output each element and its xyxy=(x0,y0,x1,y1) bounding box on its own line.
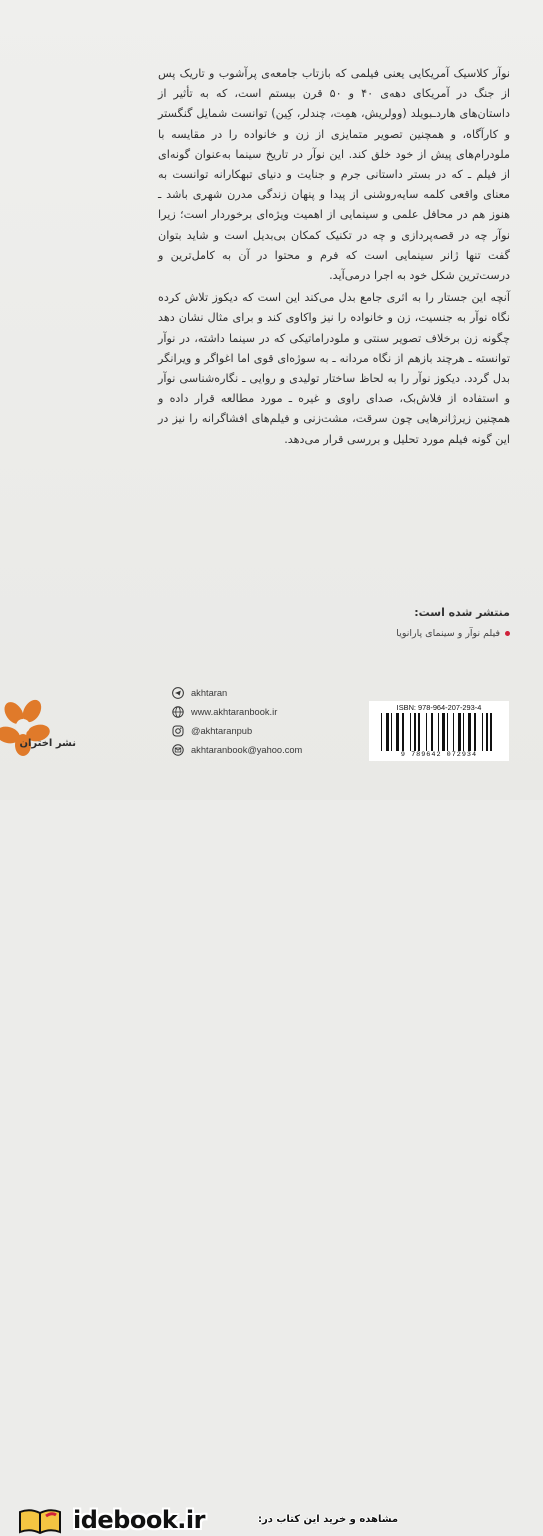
barcode-bar xyxy=(447,713,448,751)
barcode-bar xyxy=(386,713,389,751)
barcode-icon xyxy=(379,713,499,751)
also-published-title: فیلم نوآر و سینمای پارانویا xyxy=(396,628,500,639)
isbn-label: ISBN: 978-964-207-293-4 xyxy=(396,703,482,712)
contact-telegram[interactable] xyxy=(172,683,302,702)
barcode-digits: 9 789642 072934 xyxy=(400,751,478,759)
barcode-bar xyxy=(438,713,439,751)
telegram-icon xyxy=(172,687,184,699)
barcode-bar xyxy=(418,713,420,751)
contact-email-text: akhtaranbook@yahoo.com xyxy=(191,744,303,755)
barcode-bar xyxy=(396,713,399,751)
blurb-paragraph-2: آنچه این جستار را به اثری جامع بدل می‌کند این است که دیکوز تلاش کرده نگاه نوآر به جنسیت، زن و خانواده را نیز واکاوی کند و برای مثال نشان دهد چگونه زن برخلاف تصویر سنتی و ملودراماتیکی که در سینما داشته، در نوآر توانسته ـ هرچند بازهم از نگاه مردانه ـ به سوژه‌ای قوی اما اغواگر و ویرانگر بدل گردد. دیکوز نوآر را به لحاظ ساختار تولیدی و روایی ـ نگاره‌شناسی نوآر و استفاده از فلاش‌بک، صدای راوی و غیره ـ مورد مطالعه قرار داده و همچنین زیرژانرهایی چون سرقت، مشت‌زنی و فیلم‌های افشاگرانه را نیز در این گونه فیلم مورد تحلیل و بررسی قرار می‌دهد. xyxy=(158,291,510,446)
contact-instagram[interactable] xyxy=(172,721,302,740)
also-published-heading: منتشر شده است: xyxy=(414,606,510,619)
back-cover-blurb xyxy=(158,64,510,450)
isbn-barcode xyxy=(369,701,509,761)
barcode-bar xyxy=(490,713,492,751)
instagram-icon xyxy=(172,725,184,737)
barcode-bar xyxy=(431,713,433,751)
contact-website-text: www.akhtaranbook.ir xyxy=(191,706,278,717)
barcode-bar xyxy=(414,713,416,751)
globe-icon xyxy=(172,706,184,718)
barcode-bar xyxy=(482,713,483,751)
barcode-bar xyxy=(486,713,488,751)
barcode-bar xyxy=(410,713,411,751)
contact-website[interactable] xyxy=(172,702,302,721)
book-icon xyxy=(16,1506,64,1536)
publisher-name: نشر اختران xyxy=(19,738,76,749)
barcode-bar xyxy=(453,713,454,751)
barcode-bar xyxy=(458,713,461,751)
blurb-paragraph-1: نوآر کلاسیک آمریکایی یعنی فیلمی که بازتاب جامعه‌ی پرآشوب و تاریک پس از جنگ در آمریکای دهه‌ی ۴۰ و ۵۰ قرن بیستم است، که به تأثیر از داستان‌های هاردـبویلد (وولریش، همِت، چندلر، کِین) توانست شمایل گنگستر و کارآگاه، و همچنین تصویر متمایزی از زن و خانواده را در مقایسه با ملودرام‌های پیش از خود خلق کند. این نوآر در تاریخ سینما به‌عنوان گونه‌ای از فیلم ـ که در بستر داستانی جرم و جنایت و دنیای تبهکارانه توانست به معنای واقعی کلمه سایه‌روشنی از پیدا و پنهان زندگی مدرن شهری باشد ـ هنوز هم در محافل علمی و سینمایی از اهمیت ویژه‌ای برخوردار است؛ زیرا نوآر چه در قصه‌پردازی و چه در تکنیک کمکان بی‌بدیل است و شاید بتوان گفت تنها ژانر سینمایی است که فرم و محتوا در آن به کامل‌ترین و درست‌ترین شکل خود به اجرا درمی‌آید. xyxy=(158,67,510,283)
contact-telegram-text: akhtaran xyxy=(191,687,228,698)
contact-instagram-text: @akhtaranpub xyxy=(191,725,253,736)
barcode-bar xyxy=(391,713,392,751)
barcode-bar xyxy=(442,713,445,751)
publisher-logo xyxy=(0,697,62,759)
bullet-icon xyxy=(505,631,510,636)
barcode-bar xyxy=(381,713,382,751)
also-published-section xyxy=(158,606,510,639)
contact-list xyxy=(172,683,302,759)
watermark-cta: مشاهده و خرید این کتاب در: xyxy=(258,1514,399,1525)
barcode-bar xyxy=(402,713,404,751)
watermark-site: idebook.ir xyxy=(73,1506,205,1534)
barcode-bar xyxy=(426,713,427,751)
barcode-bar xyxy=(463,713,464,751)
barcode-bar xyxy=(468,713,471,751)
barcode-bar xyxy=(474,713,476,751)
also-published-item xyxy=(158,628,510,639)
watermark-banner[interactable] xyxy=(0,754,543,1534)
